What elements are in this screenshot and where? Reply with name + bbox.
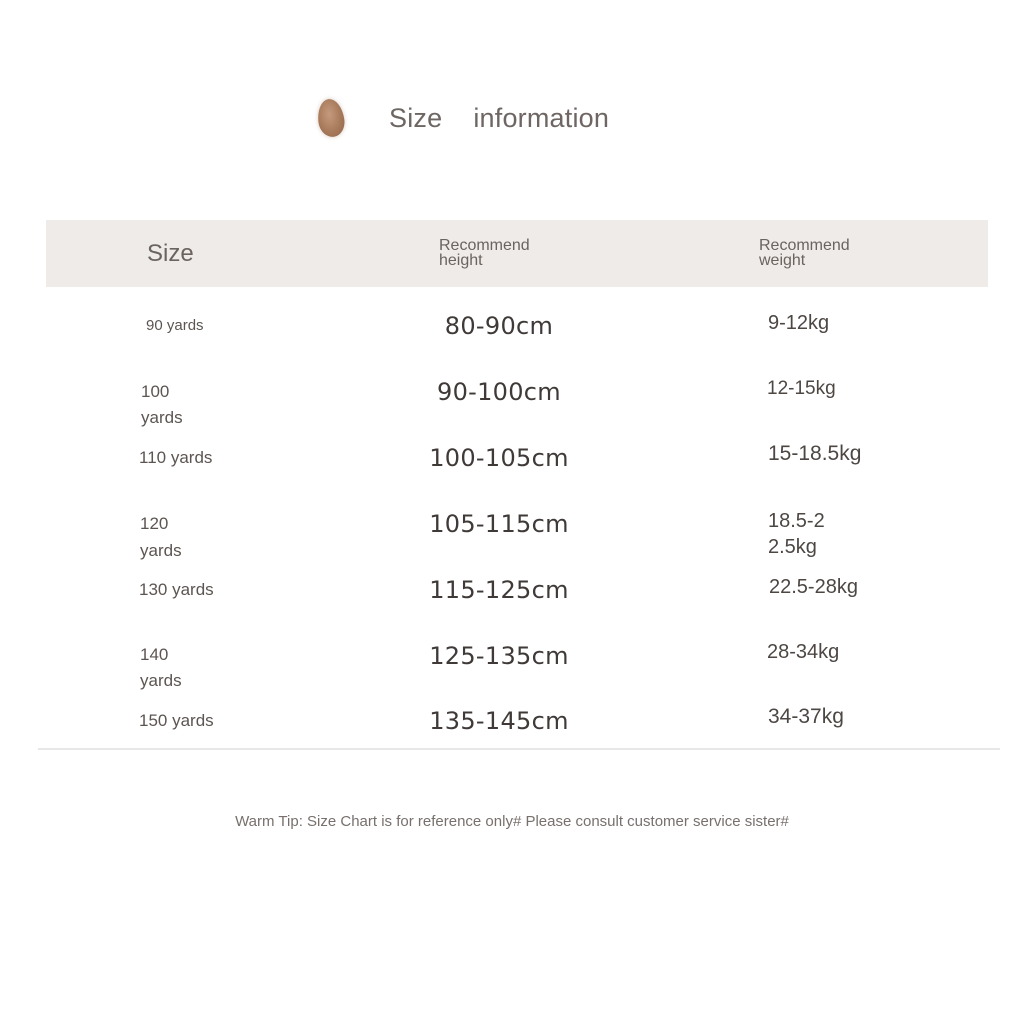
table-row bbox=[0, 506, 1024, 572]
table-bottom-divider bbox=[38, 748, 1000, 750]
table-row bbox=[0, 374, 1024, 440]
cell-size: 110 yards bbox=[139, 448, 213, 467]
cell-height: 135-145cm bbox=[429, 707, 569, 735]
title-word-information: information bbox=[473, 102, 610, 133]
cell-height: 125-135cm bbox=[429, 642, 569, 670]
cell-height: 80-90cm bbox=[444, 312, 554, 340]
cell-height: 115-125cm bbox=[429, 576, 569, 604]
title-word-size: Size bbox=[389, 102, 443, 133]
cell-size: 90 yards bbox=[146, 317, 204, 334]
cell-size: 130 yards bbox=[139, 580, 214, 599]
cell-size: 150 yards bbox=[139, 711, 214, 730]
table-row bbox=[0, 704, 1024, 770]
table-row bbox=[0, 572, 1024, 638]
cell-height: 90-100cm bbox=[437, 378, 561, 406]
table-row bbox=[0, 638, 1024, 704]
warm-tip-note: Warm Tip: Size Chart is for reference only# Please consult customer service sister# bbox=[235, 813, 789, 830]
cell-height: 100-105cm bbox=[429, 444, 569, 472]
cell-weight: 9-12kg bbox=[768, 312, 830, 334]
cell-weight: 22.5-28kg bbox=[769, 576, 858, 598]
header-size: Size bbox=[147, 240, 194, 267]
cell-weight: 28-34kg bbox=[767, 641, 840, 663]
cell-weight: 18.5-22.5kg bbox=[768, 510, 825, 558]
cell-size: 100 yards bbox=[141, 382, 183, 427]
cell-height: 105-115cm bbox=[429, 510, 569, 538]
cell-weight: 34-37kg bbox=[768, 705, 844, 728]
cell-weight: 12-15kg bbox=[767, 378, 836, 399]
header-recommend-height: Recommend height bbox=[439, 237, 530, 269]
table-row bbox=[0, 440, 1024, 506]
cell-weight: 15-18.5kg bbox=[768, 442, 862, 465]
cell-size: 140 yards bbox=[140, 645, 182, 690]
header-recommend-weight: Recommend weight bbox=[759, 237, 850, 269]
cell-size: 120 yards bbox=[140, 514, 182, 560]
table-row bbox=[0, 308, 1024, 374]
